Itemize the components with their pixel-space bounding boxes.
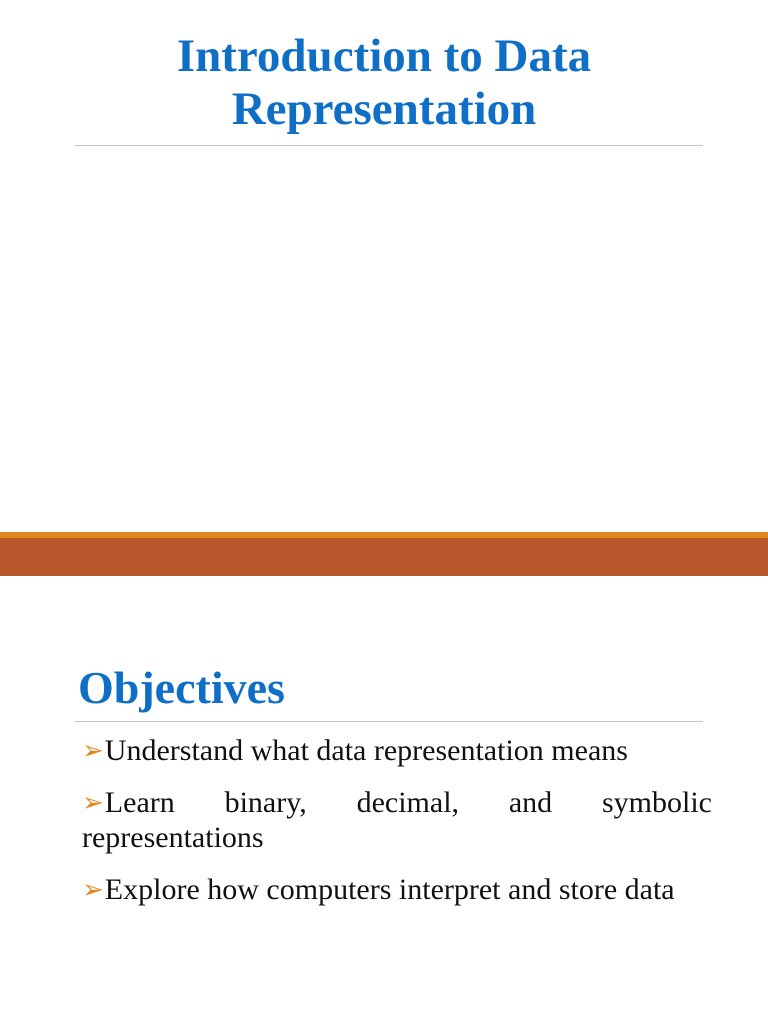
arrow-bullet-icon: ➢ <box>82 736 104 765</box>
objective-item <box>82 872 712 907</box>
objective-text: Understand what data representation means <box>104 734 628 767</box>
objective-item <box>82 785 712 855</box>
objective-item <box>82 733 712 768</box>
arrow-bullet-icon: ➢ <box>82 788 104 817</box>
objectives-divider <box>75 721 703 722</box>
objective-text: Learn binary, decimal, and symbolic representations <box>82 786 712 854</box>
slide-title <box>0 30 768 136</box>
objectives-heading: Objectives <box>78 662 285 713</box>
arrow-bullet-icon: ➢ <box>82 875 104 904</box>
objectives-list <box>82 733 712 924</box>
slide-title-line1: Introduction to Data <box>176 30 592 82</box>
objective-text: Explore how computers interpret and store data <box>104 873 675 906</box>
slide-separator-band <box>0 538 768 576</box>
slide-title-line2: Representation <box>231 83 537 135</box>
title-divider <box>75 145 703 146</box>
